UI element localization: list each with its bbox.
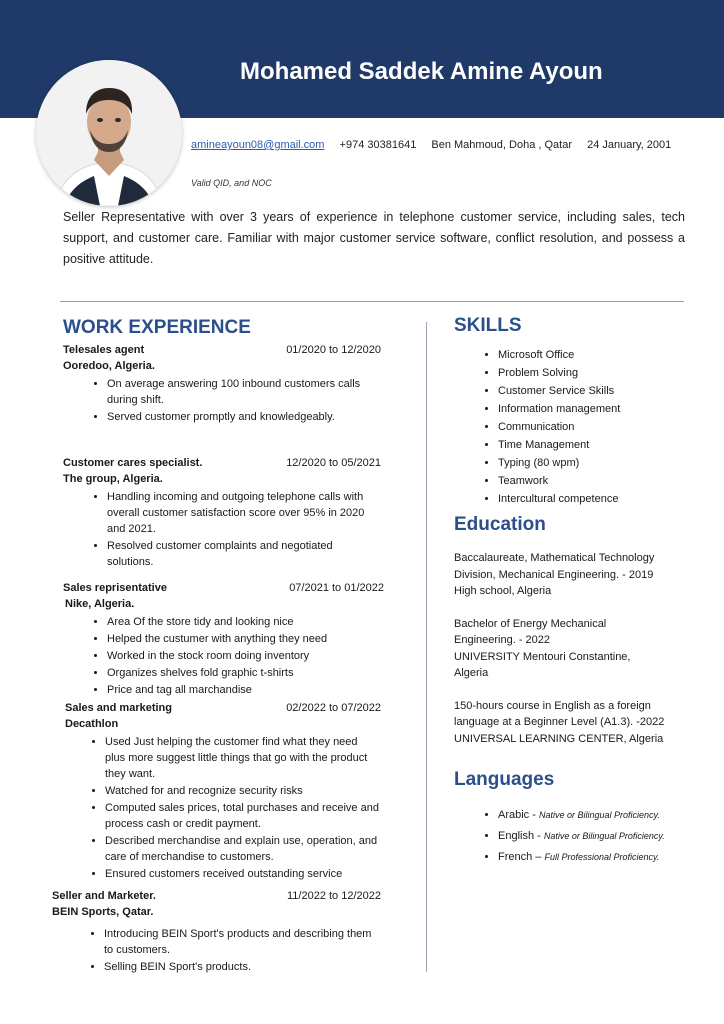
job-entry	[52, 888, 393, 975]
language-item	[498, 828, 694, 845]
job-bullet: • Resolved customer complaints and negotiated solutions.	[107, 538, 367, 570]
education-school: UNIVERSAL LEARNING CENTER, Algeria	[454, 732, 664, 745]
job-bullet: • Watched for and recognize security risks	[105, 783, 393, 799]
job-bullet: • Computed sales prices, total purchases and receive and process cash or credit payment.	[105, 800, 385, 832]
education-school: High school, Algeria	[454, 585, 552, 597]
education-entry	[454, 616, 634, 682]
skills-title: SKILLS	[454, 315, 522, 336]
summary-paragraph: Seller Representative with over 3 years of experience in telephone customer service, including sales, tech support, and customer care. Familiar with major customer service software, conflict resolution, and possess a positive attitude.	[63, 210, 685, 266]
job-company: Ooredoo, Algeria.	[63, 360, 155, 372]
job-bullets	[63, 734, 393, 882]
profile-photo	[36, 60, 182, 206]
work-experience-title: WORK EXPERIENCE	[63, 317, 251, 338]
job-bullets	[63, 489, 393, 570]
job-role: Sales reprisentative	[63, 582, 167, 594]
job-company: Decathlon	[65, 718, 119, 730]
job-bullet: • Ensured customers received outstanding service	[105, 866, 393, 882]
skill-item: • Microsoft Office	[498, 347, 694, 364]
language-level: Native or Bilingual Proficiency.	[543, 831, 665, 841]
skill-item: • Communication	[498, 419, 694, 436]
languages-list	[454, 807, 694, 866]
candidate-name: Mohamed Saddek Amine Ayoun	[240, 58, 603, 85]
education-degree: Baccalaureate, Mathematical Technology Division, Mechanical Engineering. - 2019	[454, 552, 655, 581]
language-name: English	[498, 830, 535, 842]
job-bullet: • Helped the custumer with anything they need	[107, 631, 337, 647]
person-portrait-icon	[36, 60, 182, 206]
horizontal-divider	[60, 301, 684, 302]
job-bullets	[63, 614, 393, 698]
education-degree: Bachelor of Energy Mechanical Engineering. - 2022	[454, 617, 607, 646]
job-company: Nike, Algeria.	[65, 598, 135, 610]
job-dates: 11/2022 to 12/2022	[287, 890, 381, 902]
education-title: Education	[454, 514, 546, 535]
job-entry	[63, 580, 393, 698]
job-role: Telesales agent	[63, 344, 145, 356]
job-bullet: • Used Just helping the customer find what they need plus more suggest little things that go with the product they want.	[105, 734, 375, 782]
contact-line	[191, 139, 683, 151]
education-degree: 150-hours course in English as a foreign language at a Beginner Level (A1.3). -2022	[454, 699, 665, 728]
job-company: BEIN Sports, Qatar.	[52, 906, 154, 918]
language-item	[498, 807, 694, 824]
email-link[interactable]: amineayoun08@gmail.com	[191, 139, 325, 151]
language-name: Arabic	[498, 809, 530, 821]
job-bullet: • Handling incoming and outgoing telephone calls with overall customer satisfaction score over 95% in 2020 and 2021.	[107, 489, 377, 537]
language-separator: -	[529, 809, 539, 821]
education-list	[454, 550, 684, 747]
vertical-divider	[426, 322, 427, 972]
work-experience-section	[52, 317, 393, 976]
skill-item: • Time Management	[498, 437, 694, 454]
job-entry	[63, 455, 393, 570]
education-school: UNIVERSITY Mentouri Constantine, Algeria	[454, 650, 631, 679]
job-bullet: • Worked in the stock room doing inventory	[107, 648, 393, 664]
language-separator: –	[532, 851, 545, 863]
job-role: Seller and Marketer.	[52, 890, 156, 902]
skills-list	[454, 347, 694, 508]
language-name: French	[498, 851, 533, 863]
language-item	[498, 849, 694, 866]
phone-number: +974 30381641	[339, 139, 417, 151]
skill-item: • Problem Solving	[498, 365, 694, 382]
job-role: Sales and marketing	[65, 702, 172, 714]
job-dates: 02/2022 to 07/2022	[286, 702, 381, 714]
job-bullet: • Area Of the store tidy and looking nice	[107, 614, 393, 630]
language-level: Full Professional Proficiency.	[544, 852, 660, 862]
job-bullet: • Served customer promptly and knowledgeably.	[107, 409, 393, 425]
job-entry	[63, 700, 393, 882]
education-entry	[454, 550, 684, 600]
skill-item: • Intercultural competence	[498, 491, 694, 508]
job-bullets	[63, 376, 393, 425]
job-dates: 01/2020 to 12/2020	[286, 344, 381, 356]
job-bullet: • Selling BEIN Sport's products.	[104, 959, 393, 975]
sidebar-column	[454, 315, 694, 867]
job-bullet: • On average answering 100 inbound customers calls during shift.	[107, 376, 367, 408]
job-bullet: • Introducing BEIN Sport's products and describing them to customers.	[104, 926, 374, 958]
job-dates: 07/2021 to 01/2022	[289, 582, 384, 594]
job-bullet: • Price and tag all marchandise	[107, 682, 393, 698]
skill-item: • Typing (80 wpm)	[498, 455, 694, 472]
education-entry	[454, 698, 684, 748]
language-separator: -	[534, 830, 544, 842]
job-bullet: • Organizes shelves fold graphic t-shirts	[107, 665, 393, 681]
job-entry	[63, 342, 393, 425]
job-bullet: • Described merchandise and explain use, operation, and care of merchandise to customers.	[105, 833, 385, 865]
language-level: Native or Bilingual Proficiency.	[538, 810, 660, 820]
skill-item: • Information management	[498, 401, 694, 418]
address: Ben Mahmoud, Doha , Qatar	[431, 139, 573, 151]
valid-note: Valid QID, and NOC	[191, 178, 272, 188]
job-company: The group, Algeria.	[63, 473, 163, 485]
job-role: Customer cares specialist.	[63, 457, 203, 469]
skill-item: • Teamwork	[498, 473, 694, 490]
languages-title: Languages	[454, 769, 555, 790]
skill-item: • Customer Service Skills	[498, 383, 694, 400]
birth-date: 24 January, 2001	[587, 139, 672, 151]
job-dates: 12/2020 to 05/2021	[286, 457, 381, 469]
job-bullets	[52, 926, 393, 975]
